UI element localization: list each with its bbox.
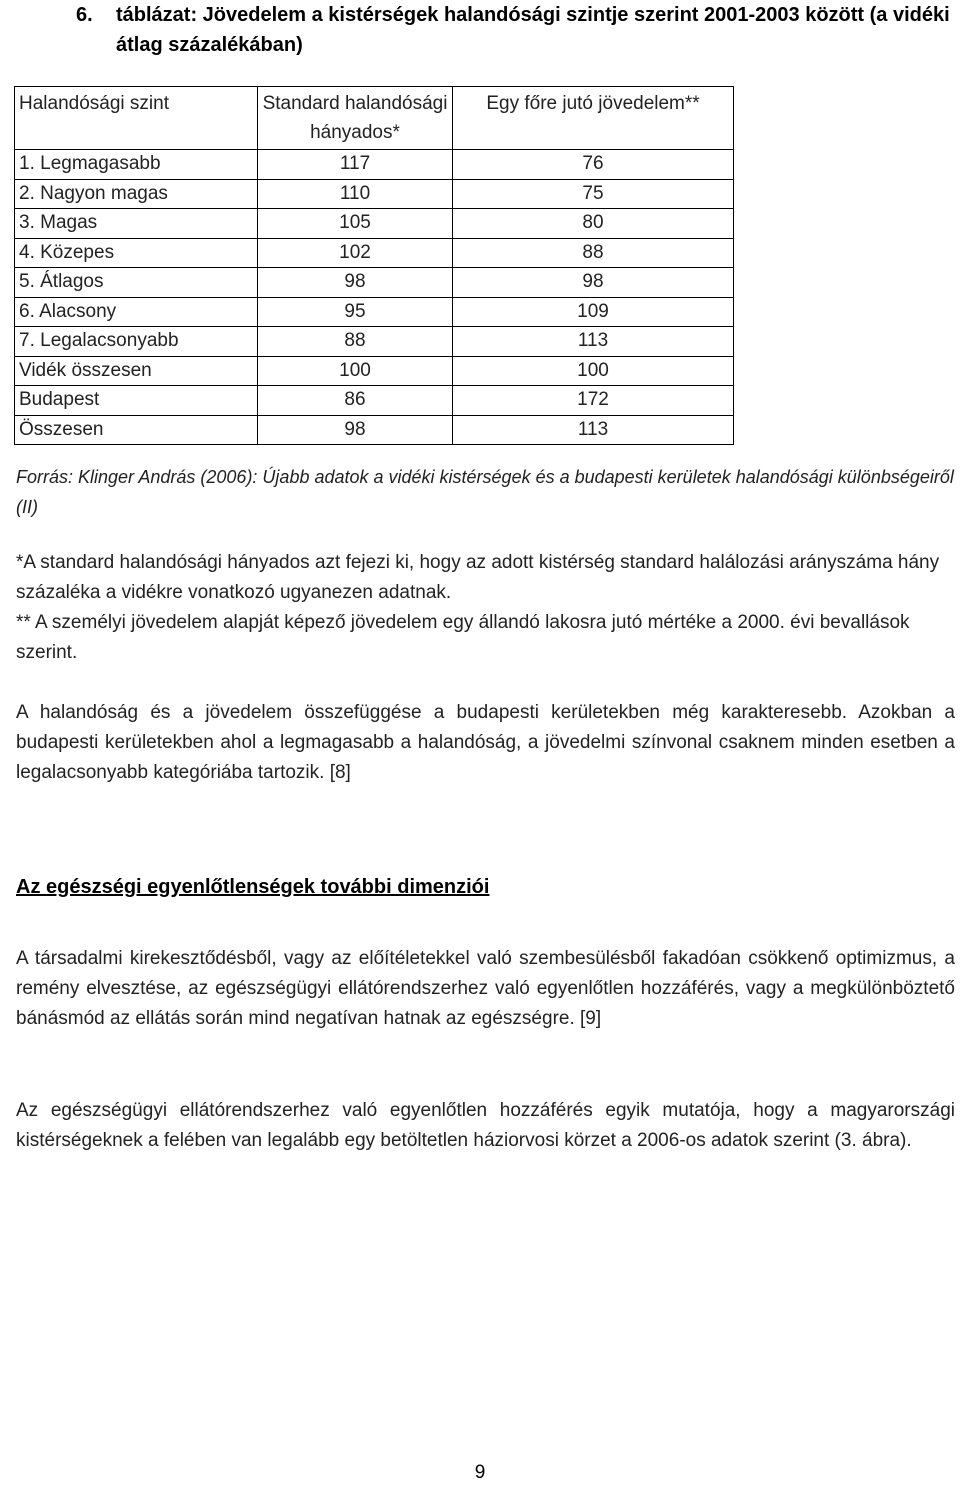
table-header-row bbox=[15, 87, 734, 150]
header-standard-mortality-ratio: Standard halandósági hányados* bbox=[258, 87, 453, 150]
table-row bbox=[15, 238, 734, 268]
row-income: 76 bbox=[453, 150, 734, 180]
caption-number: 6. bbox=[76, 4, 93, 26]
row-income: 75 bbox=[453, 179, 734, 209]
body-paragraph: Az egészségügyi ellátórendszerhez való egyenlőtlen hozzáférés egyik mutatója, hogy a magyarországi kistérségeknek a felében van legalább egy betöltetlen háziorvosi körzet a 2006-os adatok szerint (3. ábra). bbox=[16, 1100, 955, 1151]
row-label: 2. Nagyon magas bbox=[15, 179, 258, 209]
row-income: 98 bbox=[453, 268, 734, 298]
page-number: 9 bbox=[474, 1462, 486, 1483]
row-income: 172 bbox=[453, 386, 734, 416]
table-row bbox=[15, 415, 734, 445]
row-label: Vidék összesen bbox=[15, 356, 258, 386]
row-label: 3. Magas bbox=[15, 209, 258, 239]
table-footnotes bbox=[16, 548, 955, 668]
row-income: 80 bbox=[453, 209, 734, 239]
header-mortality-level: Halandósági szint bbox=[15, 87, 258, 150]
row-smr: 102 bbox=[258, 238, 453, 268]
row-smr: 100 bbox=[258, 356, 453, 386]
table-caption bbox=[76, 0, 956, 60]
table-row bbox=[15, 150, 734, 180]
row-label: 5. Átlagos bbox=[15, 268, 258, 298]
table-row bbox=[15, 209, 734, 239]
header-income-per-capita: Egy főre jutó jövedelem** bbox=[453, 87, 734, 150]
income-mortality-table bbox=[14, 86, 734, 445]
row-smr: 86 bbox=[258, 386, 453, 416]
row-income: 100 bbox=[453, 356, 734, 386]
table-row bbox=[15, 297, 734, 327]
caption-text: táblázat: Jövedelem a kistérségek halandósági szintje szerint 2001-2003 között (a vidéki átlag százalékában) bbox=[116, 4, 950, 56]
row-smr: 95 bbox=[258, 297, 453, 327]
body-paragraph: A társadalmi kirekesztődésből, vagy az előítéletekkel való szembesülésből fakadóan csökkenő optimizmus, a remény elvesztése, az egészségügyi ellátórendszerhez való egyenlőtlen hozzáférés, vagy a megkülönböztető bánásmód az ellátás során mind negatívan hatnak az egészségre. [9] bbox=[16, 948, 955, 1029]
table-row bbox=[15, 268, 734, 298]
footnote-smr: *A standard halandósági hányados azt fejezi ki, hogy az adott kistérség standard halálozási arányszáma hány százaléka a vidékre vonatkozó ugyanezen adatnak. bbox=[16, 552, 940, 603]
section-heading: Az egészségi egyenlőtlenségek további dimenziói bbox=[16, 876, 490, 898]
row-smr: 98 bbox=[258, 415, 453, 445]
table-row bbox=[15, 179, 734, 209]
table-row bbox=[15, 356, 734, 386]
row-label: 4. Közepes bbox=[15, 238, 258, 268]
body-paragraph: A halandóság és a jövedelem összefüggése a budapesti kerületekben még karakteresebb. Azokban a budapesti kerületekben ahol a legmagasabb a halandóság, a jövedelmi színvonal csaknem minden esetben a legalacsonyabb kategóriába tartozik. [8] bbox=[16, 702, 955, 783]
row-income: 109 bbox=[453, 297, 734, 327]
table-source: Forrás: Klinger András (2006): Újabb adatok a vidéki kistérségek és a budapesti kerületek halandósági különbségeiről (II) bbox=[16, 467, 954, 517]
footnote-income: ** A személyi jövedelem alapját képező jövedelem egy állandó lakosra jutó mértéke a 2000. évi bevallások szerint. bbox=[16, 612, 910, 663]
row-smr: 88 bbox=[258, 327, 453, 357]
row-label: Összesen bbox=[15, 415, 258, 445]
row-label: 7. Legalacsonyabb bbox=[15, 327, 258, 357]
row-income: 113 bbox=[453, 327, 734, 357]
row-smr: 110 bbox=[258, 179, 453, 209]
table-row bbox=[15, 327, 734, 357]
table-row bbox=[15, 386, 734, 416]
row-label: 6. Alacsony bbox=[15, 297, 258, 327]
row-smr: 117 bbox=[258, 150, 453, 180]
row-label: Budapest bbox=[15, 386, 258, 416]
row-label: 1. Legmagasabb bbox=[15, 150, 258, 180]
row-income: 113 bbox=[453, 415, 734, 445]
row-income: 88 bbox=[453, 238, 734, 268]
row-smr: 98 bbox=[258, 268, 453, 298]
row-smr: 105 bbox=[258, 209, 453, 239]
